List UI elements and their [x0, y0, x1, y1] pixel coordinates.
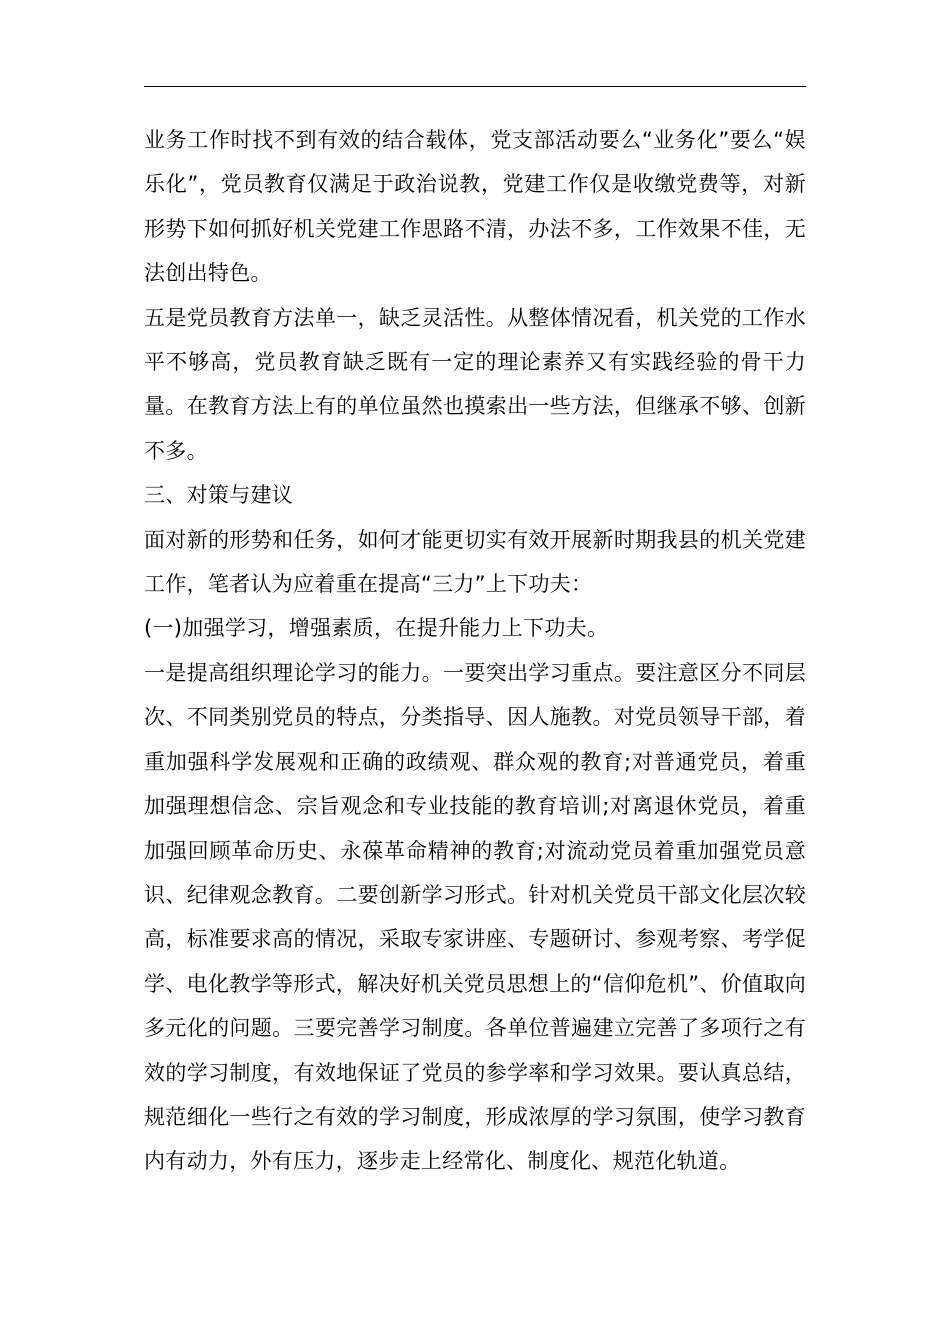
header-rule: [144, 86, 806, 87]
subsection-heading-1: (一)加强学习，增强素质，在提升能力上下功夫。: [144, 616, 609, 641]
paragraph-point-five: 五是党员教育方法单一，缺乏灵活性。从整体情况看，机关党的工作水平不够高，党员教育缺乏既有一定的理论素养又有实践经验的骨干力量。在教育方法上有的单位虽然也摸索出一些方法，但继承不够、创新不多。: [144, 305, 806, 463]
paragraph-continuation: 业务工作时找不到有效的结合载体，党支部活动要么“业务化”要么“娱乐化”，党员教育仅满足于政治说教，党建工作仅是收缴党费等，对新形势下如何抓好机关党建工作思路不清，办法不多，工作效果不佳，无法创出特色。: [144, 128, 806, 286]
document-body: [144, 118, 806, 1184]
paragraph-point-one: 一是提高组织理论学习的能力。一要突出学习重点。要注意区分不同层次、不同类别党员的特点，分类指导、因人施教。对党员领导干部，着重加强科学发展观和正确的政绩观、群众观的教育;对普通党员，着重加强理想信念、宗旨观念和专业技能的教育培训;对离退休党员，着重加强回顾革命历史、永葆革命精神的教育;对流动党员着重加强党员意识、纪律观念教育。二要创新学习形式。针对机关党员干部文化层次较高，标准要求高的情况，采取专家讲座、专题研讨、参观考察、考学促学、电化教学等形式，解决好机关党员思想上的“信仰危机”、价值取向多元化的问题。三要完善学习制度。各单位普遍建立完善了多项行之有效的学习制度，有效地保证了党员的参学率和学习效果。要认真总结，规范细化一些行之有效的学习制度，形成浓厚的学习氛围，使学习教育内有动力，外有压力，逐步走上经常化、制度化、规范化轨道。: [144, 660, 806, 1174]
section-heading-countermeasures: 三、对策与建议: [144, 483, 294, 508]
paragraph-intro: 面对新的形势和任务，如何才能更切实有效开展新时期我县的机关党建工作，笔者认为应着重在提高“三力”上下功夫：: [144, 527, 806, 597]
